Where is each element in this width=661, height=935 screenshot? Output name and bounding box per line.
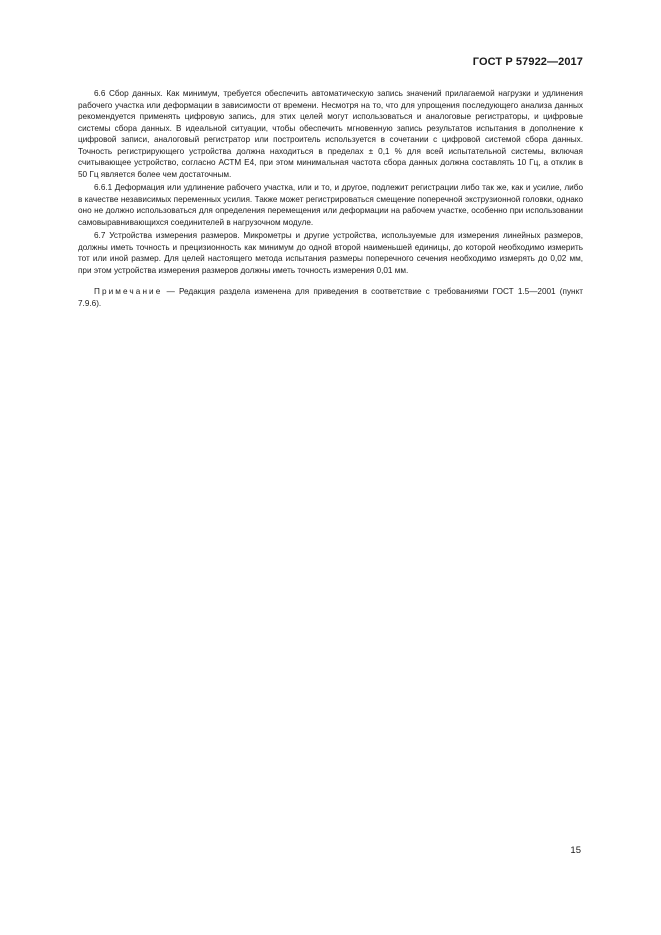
paragraph-6-7-dimension-measuring-devices: 6.7 Устройства измерения размеров. Микрометры и другие устройства, используемые для измерения линейных размеров, должны иметь точность и прецизионность как минимум до одной второй наименьшей единицы, до которой необходимо измерить тот или иной размер. Для целей настоящего метода испытания размеры поперечного сечения необходимо измерять до 0,02 мм, при этом устройства измерения размеров должны иметь точность измерения 0,01 мм. — [78, 231, 583, 275]
note-dash: — — [162, 287, 179, 296]
document-body — [78, 88, 583, 317]
document-code-header: ГОСТ Р 57922—2017 — [472, 56, 583, 68]
note-text: Редакция раздела изменена для приведения в соответствие с требованиями ГОСТ 1.5—2001 (пункт 7.9.6). — [78, 287, 583, 308]
page-number: 15 — [570, 845, 581, 856]
note-block — [78, 286, 583, 309]
paragraph-6-6-data-acquisition: 6.6 Сбор данных. Как минимум, требуется обеспечить автоматическую запись значений прилагаемой нагрузки и удлинения рабочего участка или деформации в зависимости от времени. Несмотря на то, что для упрощения последующего анализа данных рекомендуется применять цифровую запись, для этих целей могут использоваться и аналоговые регистраторы, и цифровые системы сбора данных. В идеальной ситуации, чтобы обеспечить мгновенную запись результатов испытания в дополнение к цифровой записи, аналоговый регистратор или построитель используется в сочетании с цифровой системой сбора данных. Точность регистрирующего устройства должна находиться в пределах ± 0,1 % для всей испытательной системы, включая считывающее устройство, согласно АСТМ Е4, при этом минимальная частота сбора данных должна составлять 10 Гц, а отклик в 50 Гц является более чем достаточным. — [78, 89, 583, 179]
paragraph-6-6-1-deformation-recording: 6.6.1 Деформация или удлинение рабочего участка, или и то, и другое, подлежит регистрации либо так же, как и усилие, либо в качестве независимых переменных усилия. Также может регистрироваться смещение поперечной экструзионной головки, однако оно не должно использоваться для определения перемещения или деформации на рабочем участке, особенно при использовании самовыравнивающихся соединителей в нагрузочном модуле. — [78, 183, 583, 227]
note-label: Примечание — [94, 287, 163, 296]
